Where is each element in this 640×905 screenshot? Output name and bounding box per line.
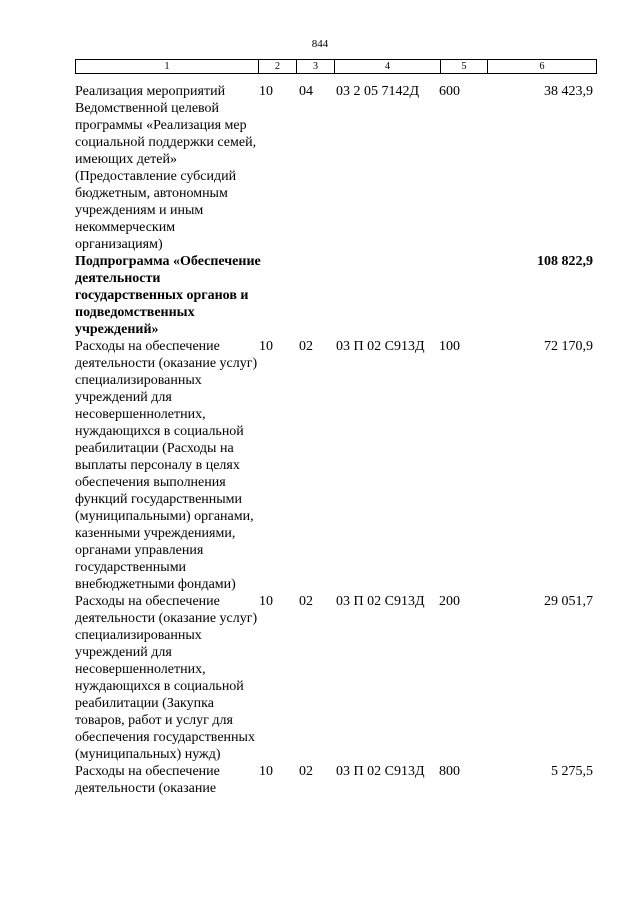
row-section-code: 10 [259, 339, 273, 354]
row-description: Расходы на обеспечение деятельности (оказание услуг) специализированных учреждений для несовершеннолетних, нуждающихся в социальной реабилитации (Расходы на выплаты персоналу в целях обеспечения выполнения функций государственными (муниципальными) органами, казенными учреждениями, органами управления государственными внебюджетными фондами) [75, 339, 258, 592]
row-subsection-code: 02 [299, 339, 313, 354]
row-section-code: 10 [259, 84, 273, 99]
row-expense-type: 600 [439, 84, 460, 99]
table-row [0, 763, 640, 797]
row-subsection-code: 04 [299, 84, 313, 99]
column-header-3: 3 [297, 60, 335, 74]
row-target-article: 03 2 05 7142Д [336, 84, 420, 99]
column-header-5: 5 [441, 60, 488, 74]
table-row [0, 83, 640, 253]
row-description: Расходы на обеспечение деятельности (оказание услуг) специализированных учреждений для несовершеннолетних, нуждающихся в социальной реабилитации (Закупка товаров, работ и услуг для обеспечения государственных (муниципальных) нужд) [75, 594, 258, 762]
row-description: Расходы на обеспечение деятельности (оказание [75, 764, 220, 796]
row-section-code: 10 [259, 594, 273, 609]
table-row-subprogram [0, 253, 640, 338]
page-number: 844 [311, 38, 329, 50]
row-expense-type: 800 [439, 764, 460, 779]
row-target-article: 03 П 02 С913Д [336, 594, 425, 609]
column-header-6: 6 [488, 60, 597, 74]
table-row [0, 338, 640, 593]
row-description: Реализация мероприятий Ведомственной целевой программы «Реализация мер социальной поддержки семей, имеющих детей» (Предоставление субсидий бюджетным, автономным учреждениям и иным некоммерческим организациям) [75, 84, 257, 252]
row-amount: 72 170,9 [544, 339, 593, 354]
row-expense-type: 200 [439, 594, 460, 609]
column-header-row [76, 60, 597, 74]
row-description: Подпрограмма «Обеспечение деятельности государственных органов и подведомственных учреждений» [75, 254, 261, 337]
row-expense-type: 100 [439, 339, 460, 354]
table-row [0, 593, 640, 763]
row-amount: 29 051,7 [544, 594, 593, 609]
column-header-table [75, 59, 597, 74]
row-target-article: 03 П 02 С913Д [336, 339, 425, 354]
row-amount: 5 275,5 [551, 764, 593, 779]
column-header-2: 2 [259, 60, 297, 74]
row-target-article: 03 П 02 С913Д [336, 764, 425, 779]
budget-table-body [0, 83, 640, 797]
row-amount: 38 423,9 [544, 84, 593, 99]
column-header-4: 4 [335, 60, 441, 74]
row-section-code: 10 [259, 764, 273, 779]
row-subsection-code: 02 [299, 764, 313, 779]
row-amount: 108 822,9 [537, 254, 593, 269]
row-subsection-code: 02 [299, 594, 313, 609]
column-header-1: 1 [76, 60, 259, 74]
